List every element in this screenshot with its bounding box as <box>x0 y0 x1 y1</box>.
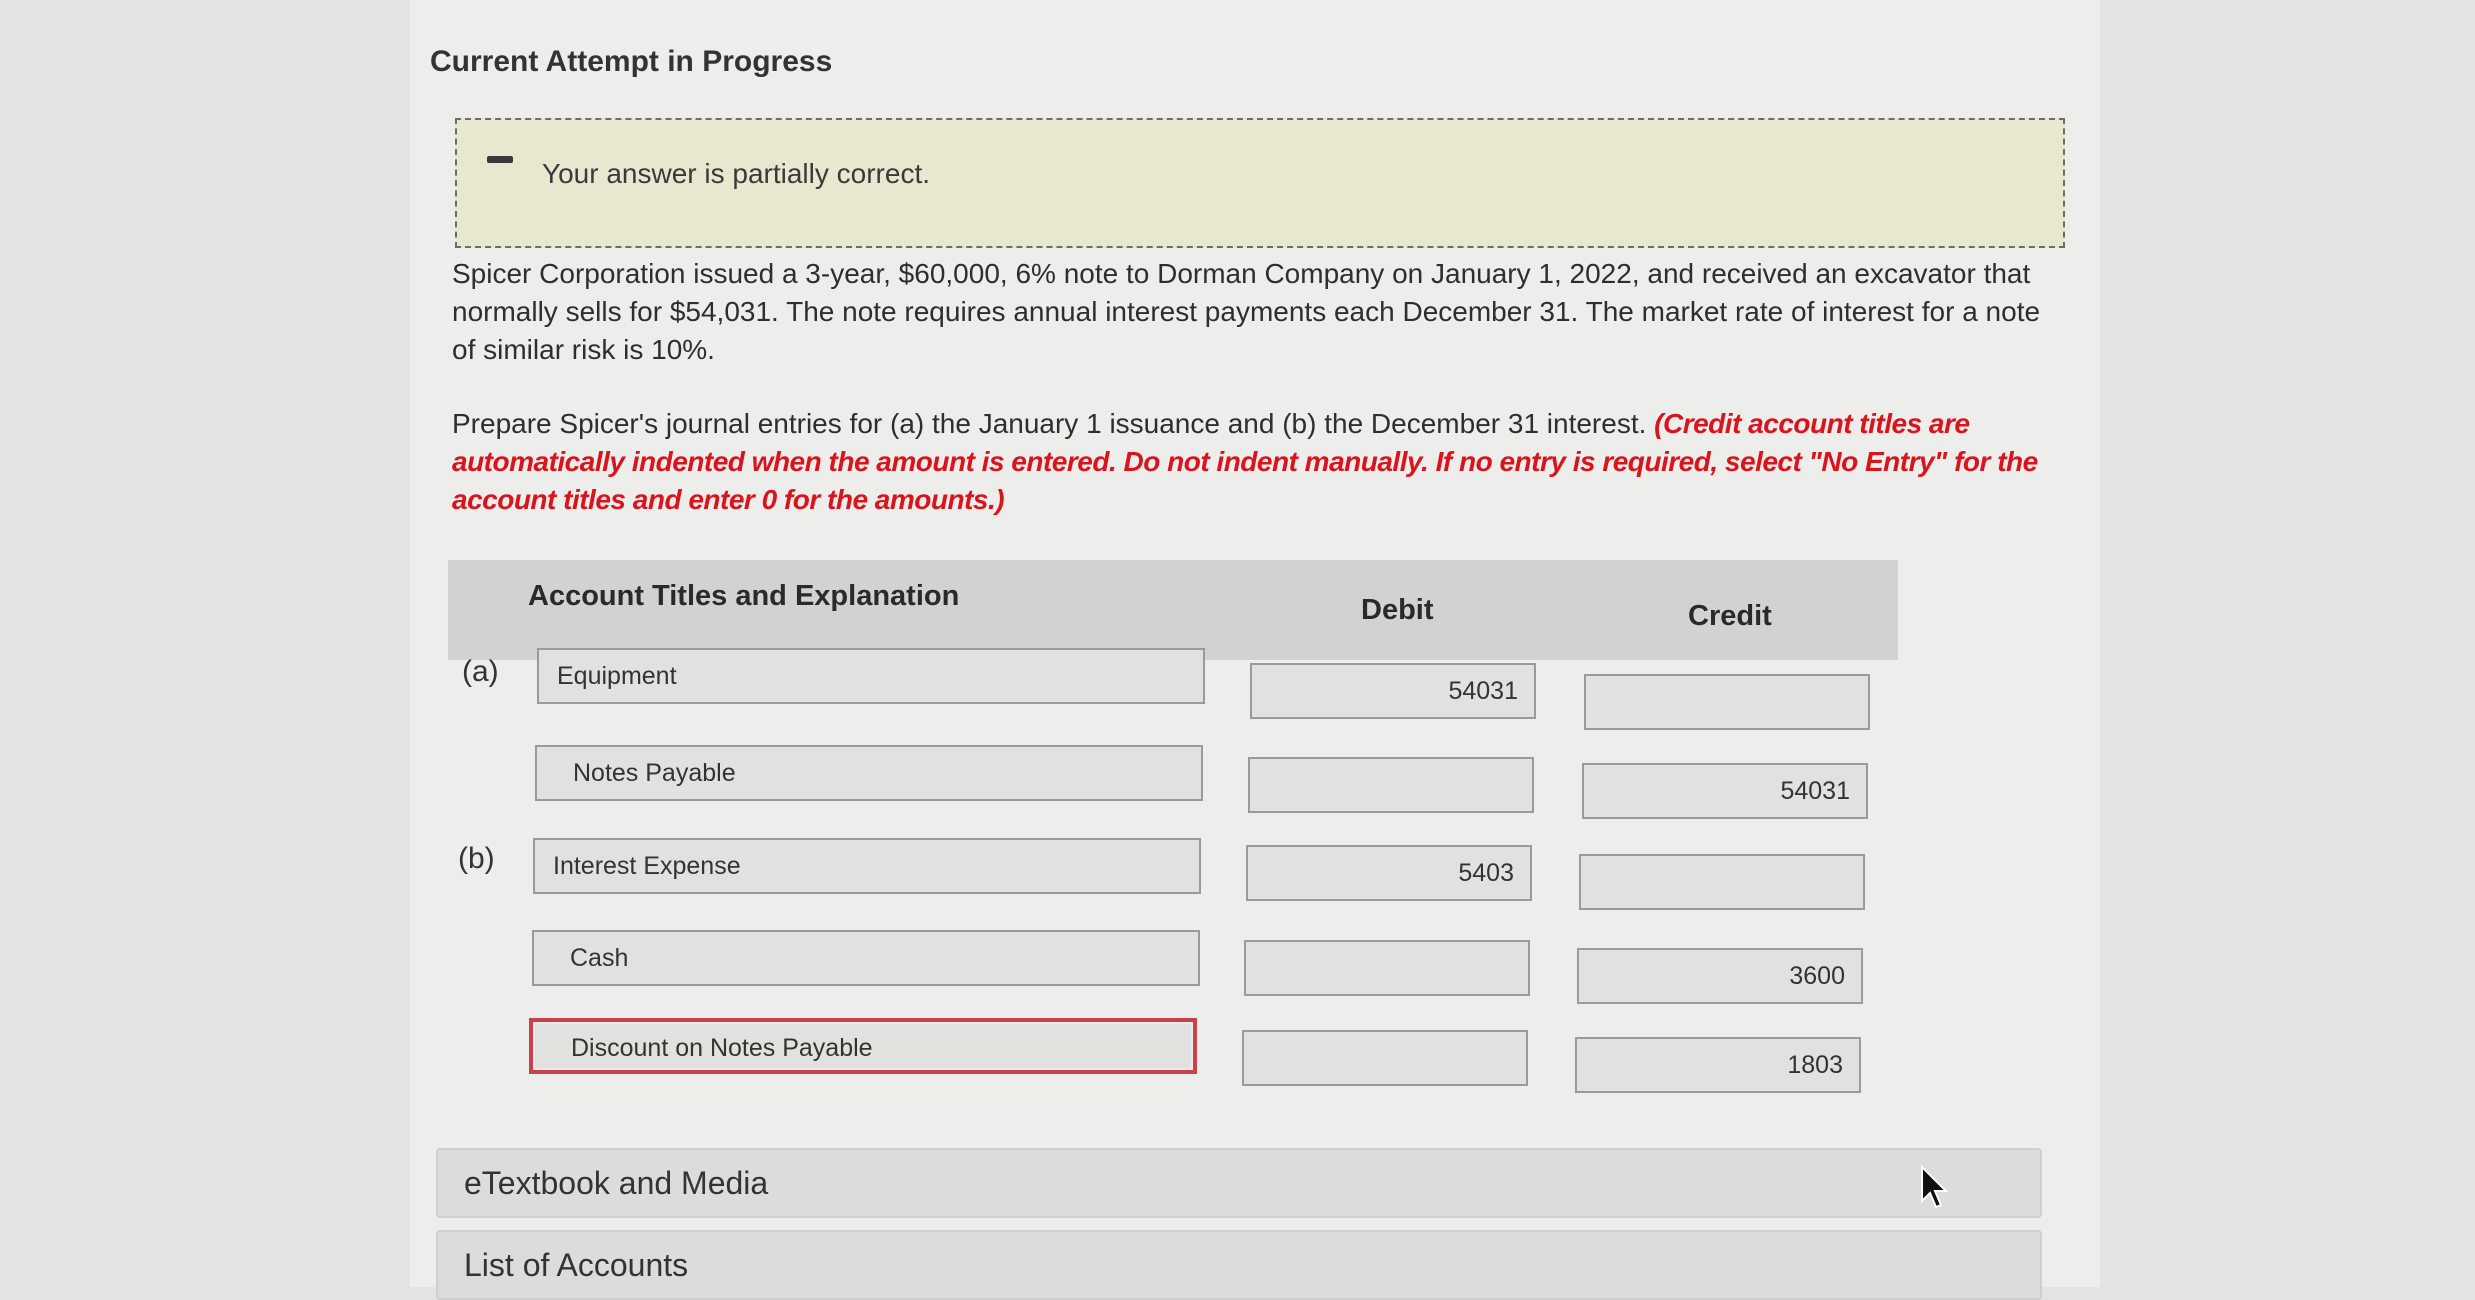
list-of-accounts-section[interactable] <box>436 1230 2042 1300</box>
account-field[interactable] <box>532 930 1200 986</box>
account-title: Interest Expense <box>553 852 741 880</box>
attempt-title: Current Attempt in Progress <box>430 45 833 78</box>
header-debit: Debit <box>1361 594 1434 626</box>
list-of-accounts-label: List of Accounts <box>464 1247 689 1283</box>
entry-label-b: (b) <box>458 842 495 875</box>
entry-label-a: (a) <box>462 655 499 688</box>
instructions <box>452 405 2052 519</box>
account-field[interactable] <box>535 745 1203 801</box>
instructions-prompt: Prepare Spicer's journal entries for (a) the January 1 issuance and (b) the December 31 interest. <box>452 408 1647 439</box>
account-title: Cash <box>570 944 629 972</box>
etextbook-label: eTextbook and Media <box>464 1165 769 1201</box>
account-field-invalid[interactable] <box>529 1018 1197 1074</box>
etextbook-section[interactable] <box>436 1148 2042 1218</box>
account-field[interactable] <box>537 648 1205 704</box>
feedback-message: Your answer is partially correct. <box>542 158 931 189</box>
debit-field[interactable] <box>1248 757 1534 813</box>
feedback-banner <box>455 118 2065 248</box>
header-credit: Credit <box>1688 600 1772 632</box>
debit-field[interactable] <box>1244 940 1530 996</box>
instructions-note: (Credit account titles are automatically indented when the amount is entered. Do not indent manually. If no entry is required, select "No Entry" for the account titles and enter 0 for the amounts.) <box>452 408 2038 515</box>
credit-field[interactable]: 1803 <box>1575 1037 1861 1093</box>
account-title: Discount on Notes Payable <box>571 1034 873 1062</box>
debit-field[interactable] <box>1242 1030 1528 1086</box>
credit-field[interactable]: 54031 <box>1582 763 1868 819</box>
debit-field[interactable]: 54031 <box>1250 663 1536 719</box>
account-field[interactable] <box>533 838 1201 894</box>
problem-text: Spicer Corporation issued a 3-year, $60,000, 6% note to Dorman Company on January 1, 2022, and received an excavator that normally sells for $54,031. The note requires annual interest payments each December 31. The market rate of interest for a note of similar risk is 10%. <box>452 258 2041 365</box>
partial-correct-icon <box>487 156 513 163</box>
debit-field[interactable]: 5403 <box>1246 845 1532 901</box>
credit-field[interactable] <box>1584 674 1870 730</box>
credit-field[interactable]: 3600 <box>1577 948 1863 1004</box>
account-title: Equipment <box>557 662 677 690</box>
header-account: Account Titles and Explanation <box>528 580 960 612</box>
mouse-cursor-icon <box>1920 1165 1950 1211</box>
credit-field[interactable] <box>1579 854 1865 910</box>
account-title: Notes Payable <box>573 759 736 787</box>
journal-table-header <box>448 560 1898 660</box>
